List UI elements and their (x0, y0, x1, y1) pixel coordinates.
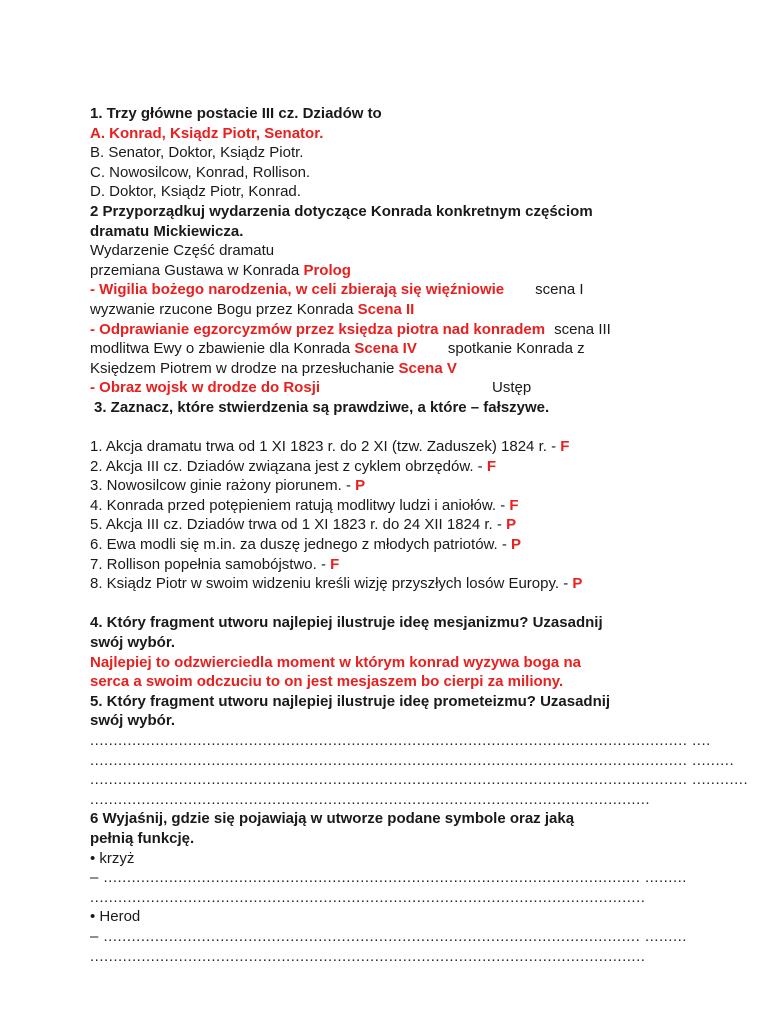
q2-event: Księdzem Piotrem w drodze na przesłuchanie (90, 359, 399, 377)
q3-mark: F (486, 457, 496, 475)
q1-answer: A. Konrad, Ksiądz Piotr, Senator. (90, 124, 324, 142)
q6-symbol: • krzyż (90, 849, 135, 867)
q6-title-cont: pełnią funkcję. (90, 829, 195, 847)
q3-mark: P (355, 477, 366, 495)
q2-row (90, 359, 680, 379)
q2-event: przemiana Gustawa w Konrada (90, 261, 304, 279)
q2-part: Scena IV (354, 340, 417, 358)
q3-statement (90, 496, 680, 516)
q3-statement-text: 2. Akcja III cz. Dziadów związana jest z cyklem obrzędów. - (90, 457, 487, 475)
q3-statement-text: 6. Ewa modli się m.in. za duszę jednego z młodych patriotów. - (90, 536, 512, 554)
q6-title: 6 Wyjaśnij, gdzie się pojawiają w utworze podane symbole oraz jaką (90, 810, 575, 828)
q3-statement-text: 3. Nowosilcow ginie rażony piorunem. - (90, 477, 356, 495)
q4-answer: Najlepiej to odzwierciedla moment w którym konrad wyzywa boga na (90, 653, 581, 671)
q3-statement (90, 476, 680, 496)
q3-statement (90, 555, 680, 575)
q5-title-cont: swój wybór. (90, 712, 176, 730)
q2-part: Ustęp (492, 379, 532, 397)
q2-part: scena III (554, 320, 611, 338)
q2-event: spotkanie Konrada z (447, 340, 585, 358)
q2-row (90, 320, 680, 340)
q2-row (90, 300, 680, 320)
answer-line: ................................................................................................................................ .... (90, 732, 711, 749)
q3-statement-text: 4. Konrada przed potępieniem ratują modlitwy ludzi i aniołów. - (90, 496, 510, 514)
q2-part: scena I (535, 281, 584, 299)
q2-row (90, 280, 680, 300)
q2-event: wyzwanie rzucone Bogu przez Konrada (90, 300, 358, 318)
q3-statement-text: 1. Akcja dramatu trwa od 1 XI 1823 r. do 2 XI (tzw. Zaduszek) 1824 r. - (90, 438, 561, 456)
q3-statement (90, 574, 680, 594)
q2-row (90, 378, 680, 398)
q2-title: 2 Przyporządkuj wydarzenia dotyczące Konrada konkretnym częściom (90, 202, 593, 220)
q3-statement (90, 457, 680, 477)
q4-title-cont: swój wybór. (90, 634, 176, 652)
q3-statement-text: 7. Rollison popełnia samobójstwo. - (90, 555, 331, 573)
answer-line: ....................................................................................................................... (90, 947, 646, 965)
q1-option: D. Doktor, Ksiądz Piotr, Konrad. (90, 183, 301, 201)
q1-option: B. Senator, Doktor, Ksiądz Piotr. (90, 144, 304, 162)
q3-statement (90, 437, 680, 457)
q2-event: - Obraz wojsk w drodze do Rosji (90, 379, 321, 397)
q3-statement (90, 515, 680, 535)
answer-line: ................................................................................................................................ ............ (90, 771, 749, 789)
q4-answer-cont: serca a swoim odczuciu to on jest mesjaszem bo cierpi za miliony. (90, 673, 564, 691)
q2-row (90, 261, 680, 281)
q3-title: 3. Zaznacz, które stwierdzenia są prawdziwe, a które – fałszywe. (94, 398, 550, 416)
answer-line: – ................................................................................................................... ......... (90, 869, 687, 887)
q4-title: 4. Który fragment utworu najlepiej ilustruje ideę mesjanizmu? Uzasadnij (90, 614, 603, 632)
q3-statement-text: 5. Akcja III cz. Dziadów trwa od 1 XI 1823 r. do 24 XII 1824 r. - (90, 516, 507, 534)
q2-row (90, 339, 680, 359)
q3-statement-text: 8. Ksiądz Piotr w swoim widzeniu kreśli wizję przyszłych losów Europy. - (90, 575, 573, 593)
q2-title-cont: dramatu Mickiewicza. (90, 222, 244, 240)
q2-event: - Wigilia bożego narodzenia, w celi zbierają się więźniowie (90, 281, 505, 299)
q2-part: Prolog (303, 261, 351, 279)
q1-title: 1. Trzy główne postacie III cz. Dziadów to (90, 105, 382, 122)
q3-mark: F (560, 438, 570, 456)
q2-part: Scena V (398, 359, 457, 377)
answer-line: ....................................................................................................................... (90, 888, 646, 906)
answer-line: – ................................................................................................................... ......... (90, 927, 687, 945)
q2-event: - Odprawianie egzorcyzmów przez księdza piotra nad konradem (90, 320, 546, 338)
q3-mark: P (506, 516, 517, 534)
q3-mark: P (511, 536, 522, 554)
q3-mark: P (572, 575, 583, 593)
q1-option: C. Nowosilcow, Konrad, Rollison. (90, 163, 311, 181)
answer-line: ................................................................................................................................ ......... (90, 751, 735, 769)
q3-mark: F (330, 555, 340, 573)
q3-mark: F (509, 496, 519, 514)
q5-title: 5. Który fragment utworu najlepiej ilustruje ideę prometeizmu? Uzasadnij (90, 692, 611, 710)
q3-statement (90, 535, 680, 555)
q2-part: Scena II (357, 300, 415, 318)
q2-event: modlitwa Ewy o zbawienie dla Konrada (90, 340, 355, 358)
document-content (90, 104, 749, 966)
q6-symbol: • Herod (90, 908, 141, 926)
q2-header: Wydarzenie Część dramatu (90, 242, 275, 260)
answer-line: ........................................................................................................................ (90, 790, 651, 808)
